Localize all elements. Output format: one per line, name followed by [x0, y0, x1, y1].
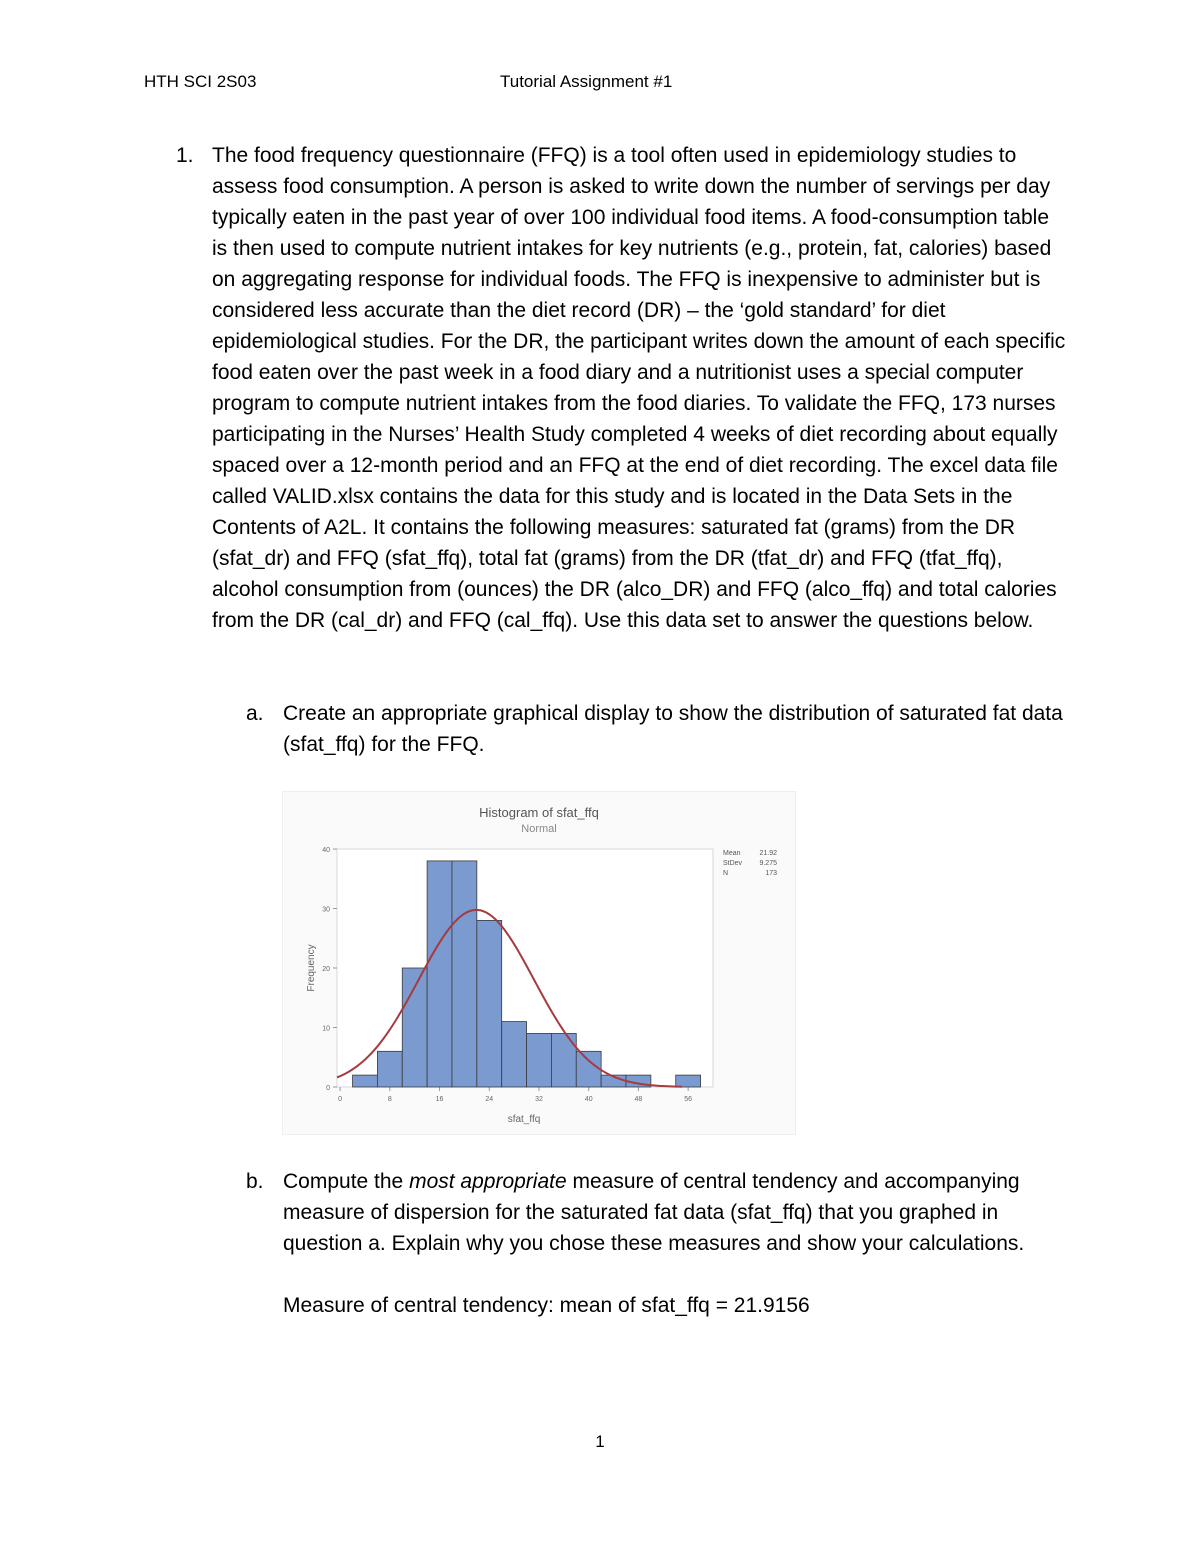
- part-b-letter: b.: [246, 1170, 264, 1193]
- chart-title: Histogram of sfat_ffq: [479, 805, 599, 820]
- page-header: [144, 72, 1056, 100]
- stat-label: N: [723, 870, 729, 877]
- x-tick-label: 0: [338, 1096, 343, 1103]
- stats-legend: [723, 850, 777, 877]
- stat-label: Mean: [723, 850, 741, 857]
- part-b-emphasis: most appropriate: [409, 1170, 567, 1193]
- histogram-bar: [377, 1051, 402, 1087]
- part-a-text: Create an appropriate graphical display to show the distribution of saturated fat data (sfat_ffq) for the FFQ.: [283, 702, 1063, 756]
- question-1: [176, 140, 1066, 636]
- histogram-bar: [576, 1051, 601, 1087]
- part-b-text-end: measure of central tendency and accompanying measure of dispersion for the saturated fat data (sfat_ffq) that you graphed in question a. Explain why you chose these measures and show your calculations.: [283, 1170, 1025, 1255]
- part-a: [246, 698, 1066, 760]
- chart-subtitle: Normal: [521, 823, 557, 835]
- x-tick-label: 24: [485, 1096, 494, 1103]
- course-code: HTH SCI 2S03: [144, 72, 257, 91]
- histogram-bar: [502, 1022, 527, 1087]
- question-number: 1.: [176, 144, 194, 167]
- part-a-letter: a.: [246, 702, 264, 725]
- y-tick-label: 40: [322, 847, 330, 854]
- histogram-figure: [282, 791, 796, 1135]
- histogram-chart: [283, 792, 795, 1134]
- y-tick-label: 10: [322, 1025, 330, 1033]
- histogram-bar: [527, 1033, 552, 1087]
- x-tick-label: 32: [535, 1096, 543, 1103]
- stat-value: 21.92: [759, 850, 777, 857]
- histogram-bar: [353, 1075, 378, 1087]
- part-b-text-start: Compute the: [283, 1170, 410, 1193]
- x-tick-label: 40: [584, 1096, 593, 1103]
- x-tick-label: 56: [684, 1096, 693, 1103]
- x-axis-label: sfat_ffq: [507, 1114, 541, 1125]
- y-tick-label: 30: [322, 906, 330, 914]
- histogram-bar: [676, 1075, 701, 1087]
- assignment-title: Tutorial Assignment #1: [500, 72, 673, 91]
- stat-value: 9.275: [759, 860, 777, 867]
- histogram-bar: [452, 861, 477, 1087]
- histogram-bar: [477, 920, 502, 1087]
- x-tick-label: 48: [634, 1096, 643, 1103]
- y-tick-label: 20: [322, 966, 330, 973]
- part-b-text: [283, 1166, 1066, 1259]
- page-number: 1: [595, 1432, 605, 1451]
- histogram-bar: [427, 861, 452, 1087]
- central-tendency-answer: Measure of central tendency: mean of sfat_ffq = 21.9156: [283, 1294, 810, 1317]
- y-tick-label: 0: [326, 1085, 330, 1092]
- stat-value: 173: [765, 870, 777, 877]
- x-tick-label: 8: [387, 1096, 392, 1103]
- part-b: [246, 1166, 1066, 1259]
- question-1-text: The food frequency questionnaire (FFQ) is a tool often used in epidemiology studies to assess food consumption. A person is asked to write down the number of servings per day typically eaten in the past year of over 100 individual food items. A food-consumption table is then used to compute nutrient intakes for key nutrients (e.g., protein, fat, calories) based on aggregating response for individual foods. The FFQ is inexpensive to administer but is considered less accurate than the diet record (DR) – the ‘gold standard’ for diet epidemiological studies. For the DR, the participant writes down the amount of each specific food eaten over the past week in a food diary and a nutritionist uses a special computer program to compute nutrient intakes from the food diaries. To validate the FFQ, 173 nurses participating in the Nurses’ Health Study completed 4 weeks of diet recording about equally spaced over a 12-month period and an FFQ at the end of diet recording. The excel data file called VALID.xlsx contains the data for this study and is located in the Data Sets in the Contents of A2L. It contains the following measures: saturated fat (grams) from the DR (sfat_dr) and FFQ (sfat_ffq), total fat (grams) from the DR (tfat_dr) and FFQ (tfat_ffq), alcohol consumption from (ounces) the DR (alco_DR) and FFQ (alco_ffq) and total calories from the DR (cal_dr) and FFQ (cal_ffq). Use this data set to answer the questions below.: [212, 144, 1066, 632]
- x-tick-label: 16: [435, 1096, 444, 1103]
- stat-label: StDev: [723, 860, 743, 867]
- y-axis-label: Frequency: [306, 944, 317, 992]
